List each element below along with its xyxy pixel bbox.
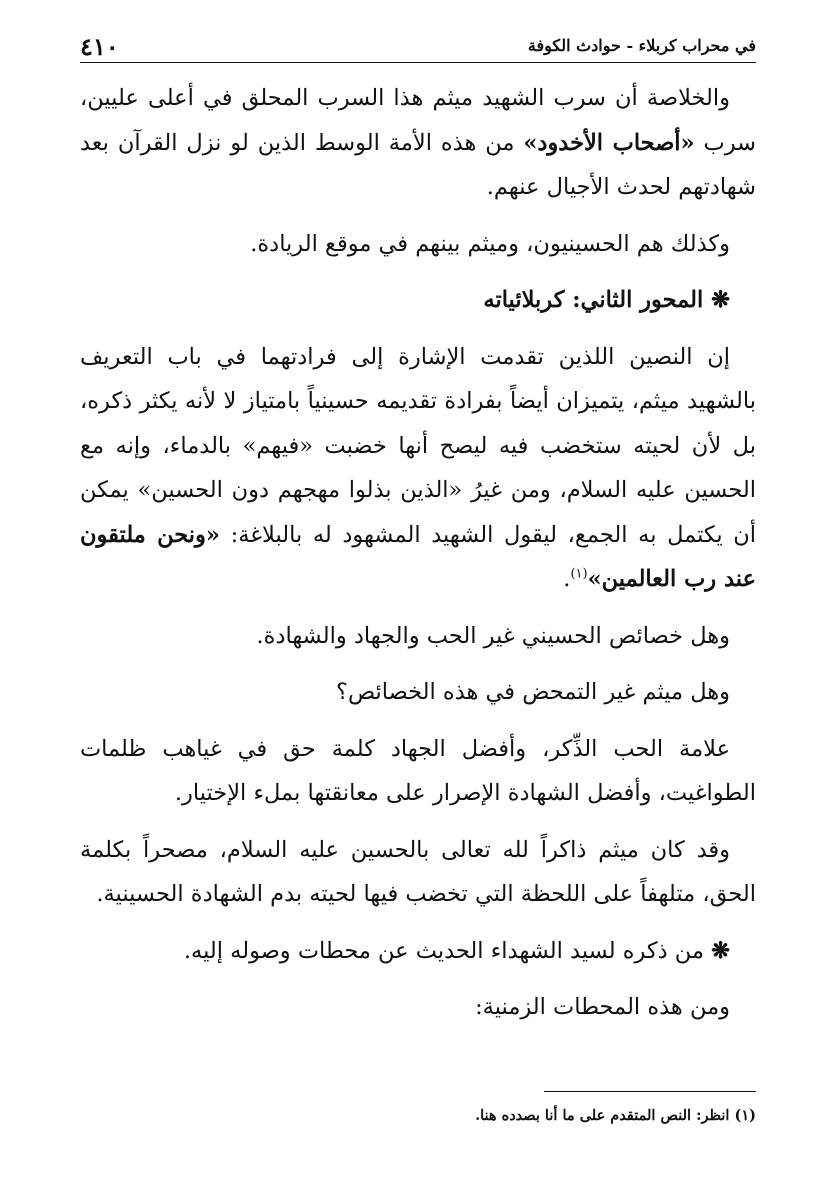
asterism-icon: ❋ xyxy=(711,287,730,313)
paragraph-3-end: . xyxy=(563,566,571,592)
paragraph-5: وهل ميثم غير التمحض في هذه الخصائص؟ xyxy=(336,679,730,705)
footnote-marker: (١) xyxy=(570,566,588,582)
book-page xyxy=(80,0,756,1181)
paragraph-1-text-a: والخلاصة أن سرب الشهيد ميثم هذا السرب المحلق في أعلى عليين، سرب xyxy=(80,85,756,156)
paragraph-3-quote: «ونحن ملتقون عند رب العالمين» xyxy=(80,521,756,592)
paragraph-6: علامة الحب الذِّكر، وأفضل الجهاد كلمة حق في غياهب ظلمات الطواغيت، وأفضل الشهادة الإصرار على معانقتها بملء الإختيار. xyxy=(80,735,756,806)
paragraph-4: وهل خصائص الحسيني غير الحب والجهاد والشهادة. xyxy=(256,622,730,649)
paragraph-1 xyxy=(80,76,756,210)
paragraph-3 xyxy=(80,335,756,602)
running-title: في محراب كربلاء - حوادث الكوفة xyxy=(527,36,756,55)
paragraph-2: وكذلك هم الحسينيون، وميثم بينهم في موقع الريادة. xyxy=(250,230,730,257)
paragraph-7: وقد كان ميثم ذاكراً لله تعالى بالحسين عليه السلام، مصحراً بكلمة الحق، متلهفاً على اللحظة التي تخضب فيها لحيته بدم الشهادة الحسينية. xyxy=(80,836,756,907)
body-text xyxy=(80,76,756,1042)
paragraph-8 xyxy=(80,929,756,974)
paragraph-1-text-b: من هذه الأمة الوسط الذين لو نزل القرآن بعد شهادتهم لحدث الأجيال عنهم. xyxy=(80,129,756,200)
paragraph-3-text: إن النصين اللذين تقدمت الإشارة إلى فرادتهما في باب التعريف بالشهيد ميثم، يتميزان أيضاً بفرادة تقديمه حسينياً بامتياز لا لأنه يكثر ذكره، بل لأن لحيته ستخضب فيه ليصح أنها خضبت «فيهم» بالدماء، وإنه مع الحسين عليه السلام، ومن غيرُ «الذين بذلوا مهجهم دون الحسين» يمكن أن يكتمل به الجمع، ليقول الشهيد المشهود له بالبلاغة: xyxy=(80,343,757,548)
section-heading xyxy=(80,278,756,323)
footnote-divider xyxy=(544,1091,756,1092)
page-number: ٤١٠ xyxy=(80,32,119,61)
section-heading-text: المحور الثاني: كربلائياته xyxy=(483,287,704,313)
page-header xyxy=(80,30,756,63)
paragraph-9: ومن هذه المحطات الزمنية: xyxy=(475,994,730,1020)
asterism-icon: ❋ xyxy=(711,937,730,964)
paragraph-8-text: من ذكره لسيد الشهداء الحديث عن محطات وصوله إليه. xyxy=(183,937,704,964)
footnote: (١) انظر: النص المتقدم على ما أنا بصدده هنا. xyxy=(475,1107,756,1124)
paragraph-1-quote: «أصحاب الأخدود» xyxy=(523,129,695,156)
